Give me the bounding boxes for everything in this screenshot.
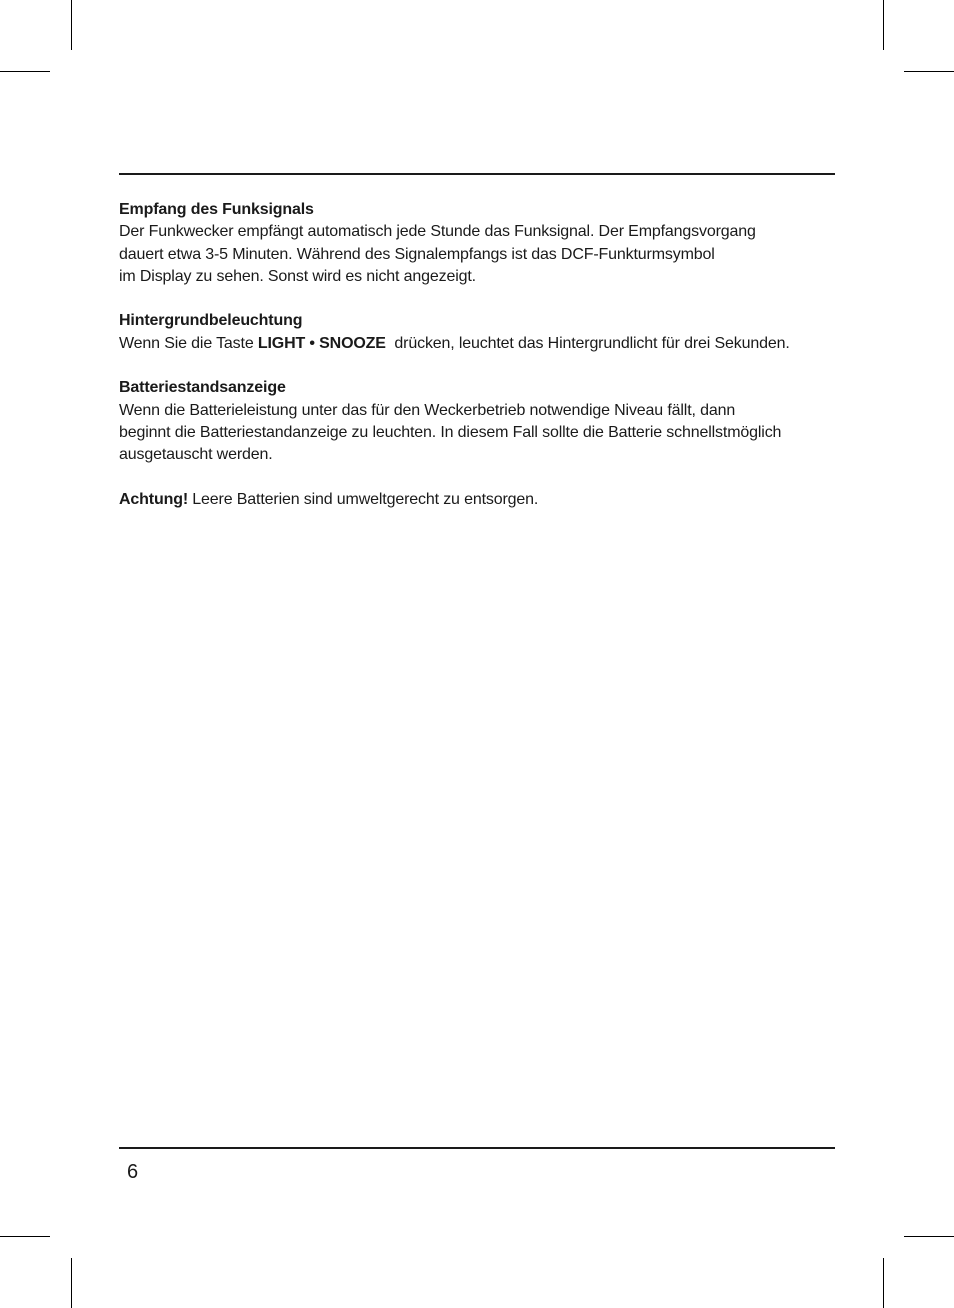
warning-note [119, 489, 835, 511]
paragraph-line: Wenn die Batterieleistung unter das für den Weckerbetrieb notwendige Niveau fällt, dann [119, 401, 736, 419]
text-before-key: Wenn Sie die Taste [119, 334, 258, 352]
top-rule [119, 173, 835, 175]
section-batteriestandsanzeige [119, 377, 835, 466]
crop-mark-bottom-left-horizontal [0, 1236, 50, 1237]
paragraph-line: beginnt die Batteriestandanzeige zu leuchten. In diesem Fall sollte die Batterie schnellstmöglich [119, 423, 782, 441]
section-heading: Empfang des Funksignals [119, 201, 314, 218]
text-after-key: drücken, leuchtet das Hintergrundlicht für drei Sekunden. [385, 334, 790, 352]
warning-line [119, 489, 835, 511]
paragraph-line: dauert etwa 3-5 Minuten. Während des Signalempfangs ist das DCF-Funkturmsymbol [119, 245, 715, 263]
bottom-rule [119, 1147, 835, 1149]
section-hintergrundbeleuchtung [119, 310, 835, 355]
crop-mark-top-left-vertical [71, 0, 72, 50]
paragraph-line: im Display zu sehen. Sonst wird es nicht angezeigt. [119, 267, 476, 285]
page-content [119, 199, 835, 533]
crop-mark-top-right-horizontal [904, 71, 954, 72]
crop-mark-bottom-right-vertical [883, 1258, 884, 1308]
page-number: 6 [127, 1161, 139, 1183]
paragraph-line: Der Funkwecker empfängt automatisch jede Stunde das Funksignal. Der Empfangsvorgang [119, 223, 756, 241]
crop-mark-top-right-vertical [883, 0, 884, 50]
section-funksignal [119, 199, 835, 288]
warning-label: Achtung! [119, 490, 189, 508]
section-heading: Batteriestandsanzeige [119, 379, 286, 397]
paragraph-line [119, 333, 835, 355]
crop-mark-bottom-left-vertical [71, 1258, 72, 1308]
crop-mark-bottom-right-horizontal [904, 1236, 954, 1237]
crop-mark-top-left-horizontal [0, 71, 50, 72]
key-label: LIGHT • SNOOZE [257, 334, 386, 352]
section-heading: Hintergrundbeleuchtung [119, 312, 303, 330]
warning-text: Leere Batterien sind umweltgerecht zu entsorgen. [188, 490, 539, 508]
paragraph-line: ausgetauscht werden. [119, 446, 273, 464]
